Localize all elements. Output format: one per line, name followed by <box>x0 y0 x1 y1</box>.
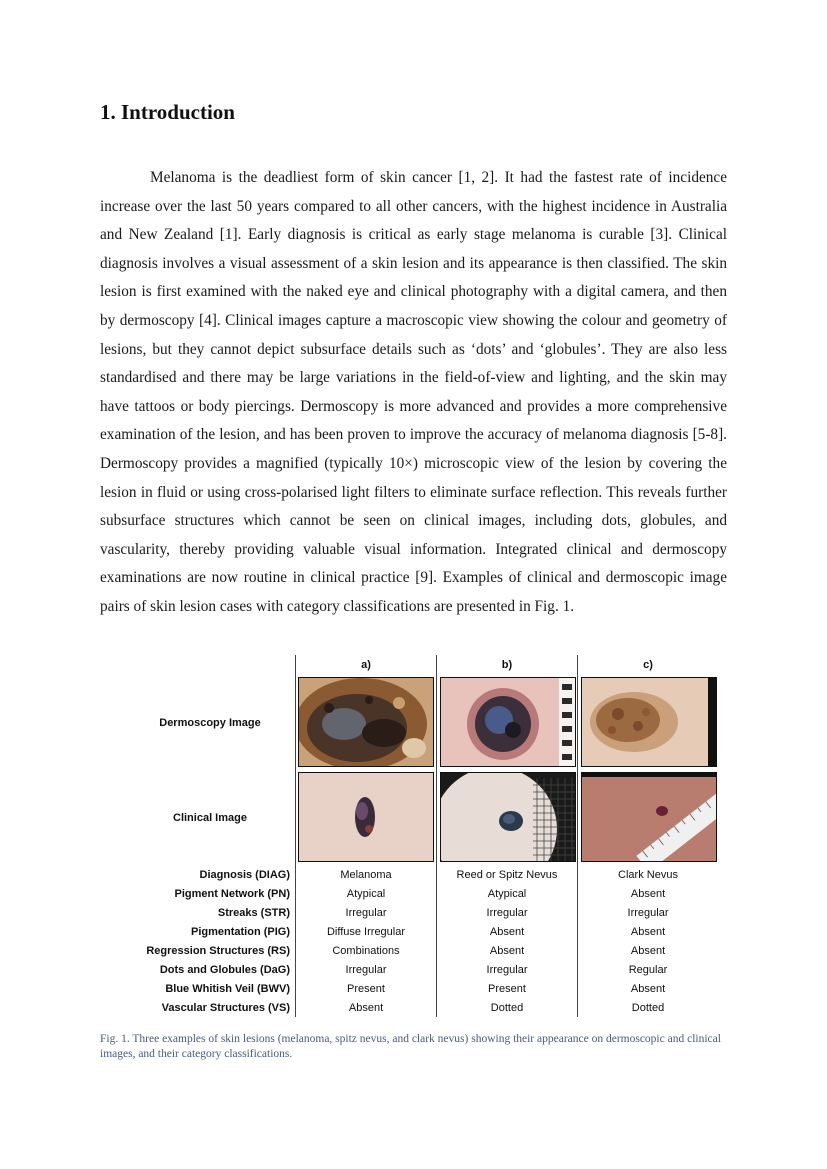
clinical-image-c <box>581 772 717 862</box>
attribute-value: Combinations <box>332 945 400 957</box>
attribute-value: Diffuse Irregular <box>326 926 406 938</box>
attribute-label: Streaks (STR) <box>217 907 290 919</box>
attribute-value: Absent <box>630 983 666 995</box>
attribute-value: Melanoma <box>340 869 392 881</box>
attribute-value: Absent <box>630 888 666 900</box>
attribute-label: Blue Whitish Veil (BWV) <box>165 983 290 995</box>
attribute-value: Irregular <box>345 964 387 976</box>
attribute-value: Irregular <box>486 907 528 919</box>
column-separator <box>577 655 578 1017</box>
attribute-value: Absent <box>489 945 525 957</box>
column-separator <box>436 655 437 1017</box>
attribute-label: Pigmentation (PIG) <box>191 926 290 938</box>
column-header-c: c) <box>643 659 653 671</box>
figure-caption: Fig. 1. Three examples of skin lesions (melanoma, spitz nevus, and clark nevus) showing their appearance on dermoscopic and clinical images, and their category classifications. <box>100 1033 721 1060</box>
attribute-value: Clark Nevus <box>618 869 678 881</box>
attribute-label: Dots and Globules (DaG) <box>159 964 290 976</box>
attribute-value: Atypical <box>487 888 527 900</box>
clinical-image-b <box>440 772 576 862</box>
attribute-value: Irregular <box>486 964 528 976</box>
dermoscopy-image-a <box>298 677 434 767</box>
attribute-value: Present <box>488 983 526 995</box>
attribute-value: Dotted <box>490 1002 524 1014</box>
section-heading: 1. Introduction <box>100 100 235 124</box>
attribute-value: Regular <box>628 964 668 976</box>
clinical-image-a <box>298 772 434 862</box>
attribute-value: Irregular <box>627 907 669 919</box>
introduction-paragraph: Melanoma is the deadliest form of skin cancer [1, 2]. It had the fastest rate of incidence increase over the last 50 years compared to all other cancers, with the highest incidence in Australia and New Zealand [1]. Early diagnosis is critical as early stage melanoma is curable [3]. Clinical diagnosis involves a visual assessment of a skin lesion and its appearance is then classified. The skin lesion is first examined with the naked eye and clinical photography with a digital camera, and then by dermoscopy [4]. Clinical images capture a macroscopic view showing the colour and geometry of lesions, but they cannot depict subsurface details such as ‘dots’ and ‘globules’. They are also less standardised and there may be large variations in the field-of-view and lighting, and the skin may have tattoos or body piercings. Dermoscopy is more advanced and provides a more comprehensive examination of the lesion, and has been proven to improve the accuracy of melanoma diagnosis [5-8]. Dermoscopy provides a magnified (typically 10×) microscopic view of the lesion by covering the lesion in fluid or using cross-polarised light filters to eliminate surface reflection. This reveals further subsurface structures which cannot be seen on clinical images, including dots, globules, and vascularity, thereby providing valuable visual information. Integrated clinical and dermoscopy examinations are now routine in clinical practice [9]. Examples of clinical and dermoscopic image pairs of skin lesion cases with category classifications are presented in Fig. 1. <box>100 169 727 615</box>
attribute-label: Pigment Network (PN) <box>174 888 290 900</box>
attribute-label: Regression Structures (RS) <box>146 945 290 957</box>
column-separator <box>295 655 296 1017</box>
attribute-label: Diagnosis (DIAG) <box>199 869 290 881</box>
figure-1 <box>130 655 730 1020</box>
attribute-value: Dotted <box>631 1002 665 1014</box>
attribute-value: Absent <box>630 926 666 938</box>
dermoscopy-image-c <box>581 677 717 767</box>
attribute-label: Vascular Structures (VS) <box>161 1002 290 1014</box>
attribute-value: Irregular <box>345 907 387 919</box>
row-label-clinical: Clinical Image <box>173 812 247 824</box>
attribute-value: Absent <box>489 926 525 938</box>
attribute-value: Atypical <box>346 888 386 900</box>
attribute-value: Reed or Spitz Nevus <box>456 869 558 881</box>
row-label-dermoscopy: Dermoscopy Image <box>159 717 261 729</box>
attribute-value: Absent <box>630 945 666 957</box>
attribute-value: Absent <box>348 1002 384 1014</box>
column-header-a: a) <box>361 659 371 671</box>
column-header-b: b) <box>501 659 513 671</box>
dermoscopy-image-b <box>440 677 576 767</box>
attribute-value: Present <box>347 983 385 995</box>
